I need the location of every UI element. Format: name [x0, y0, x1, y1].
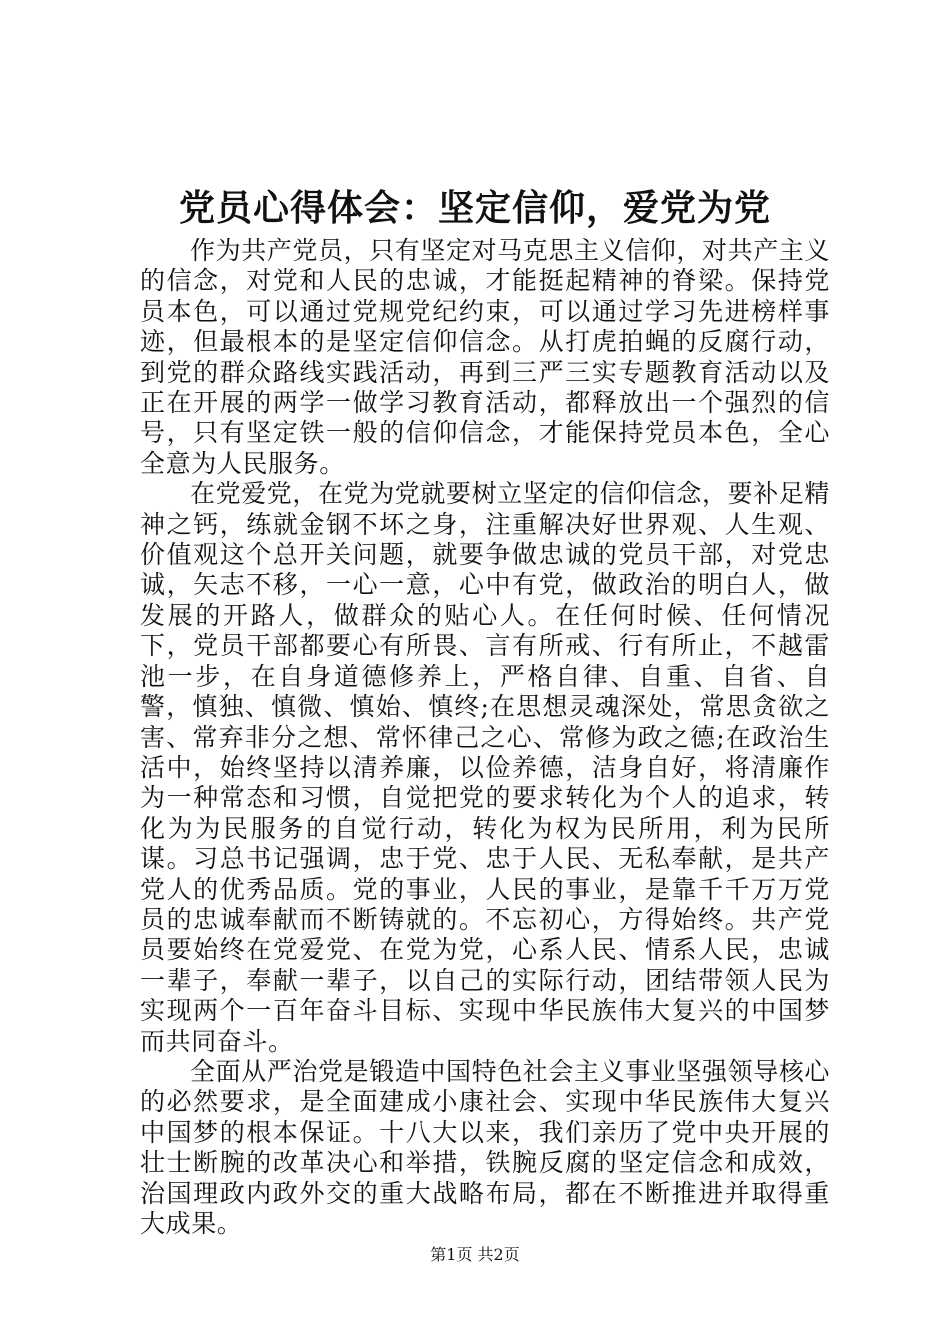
page-number: 第1页	[430, 1245, 473, 1264]
paragraph: 作为共产党员，只有坚定对马克思主义信仰，对共产主义的信念，对党和人民的忠诚，才能挺起精神的脊梁。保持党员本色，可以通过党规党纪约束，可以通过学习先进榜样事迹，但最根本的是坚定信仰信念。从打虎拍蝇的反腐行动，到党的群众路线实践活动，再到三严三实专题教育活动以及正在开展的两学一做学习教育活动，都释放出一个强烈的信号，只有坚定铁一般的信仰信念，才能保持党员本色，全心全意为人民服务。	[140, 236, 831, 478]
page-footer	[0, 1243, 950, 1267]
page-total: 共2页	[477, 1245, 520, 1264]
paragraph: 全面从严治党是锻造中国特色社会主义事业坚强领导核心的必然要求，是全面建成小康社会、实现中华民族伟大复兴中国梦的根本保证。十八大以来，我们亲历了党中央开展的壮士断腕的改革决心和举措，铁腕反腐的坚定信念和成效，治国理政内政外交的重大战略布局，都在不断推进并取得重大成果。	[140, 1056, 831, 1238]
paragraph: 在党爱党，在党为党就要树立坚定的信仰信念，要补足精神之钙，练就金钢不坏之身，注重解决好世界观、人生观、价值观这个总开关问题，就要争做忠诚的党员干部，对党忠诚，矢志不移，一心一意，心中有党，做政治的明白人，做发展的开路人，做群众的贴心人。在任何时候、任何情况下，党员干部都要心有所畏、言有所戒、行有所止，不越雷池一步，在自身道德修养上，严格自律、自重、自省、自警，慎独、慎微、慎始、慎终;在思想灵魂深处，常思贪欲之害、常弃非分之想、常怀律己之心、常修为政之德;在政治生活中，始终坚持以清养廉，以俭养德，洁身自好，将清廉作为一种常态和习惯，自觉把党的要求转化为个人的追求，转化为为民服务的自觉行动，转化为权为民所用，利为民所谋。习总书记强调，忠于党、忠于人民、无私奉献，是共产党人的优秀品质。党的事业，人民的事业，是靠千千万万党员的忠诚奉献而不断铸就的。不忘初心，方得始终。共产党员要始终在党爱党、在党为党，心系人民、情系人民，忠诚一辈子，奉献一辈子，以自己的实际行动，团结带领人民为实现两个一百年奋斗目标、实现中华民族伟大复兴的中国梦而共同奋斗。	[140, 479, 831, 1056]
document-title: 党员心得体会：坚定信仰，爱党为党	[178, 188, 771, 229]
document-body	[140, 236, 830, 1239]
